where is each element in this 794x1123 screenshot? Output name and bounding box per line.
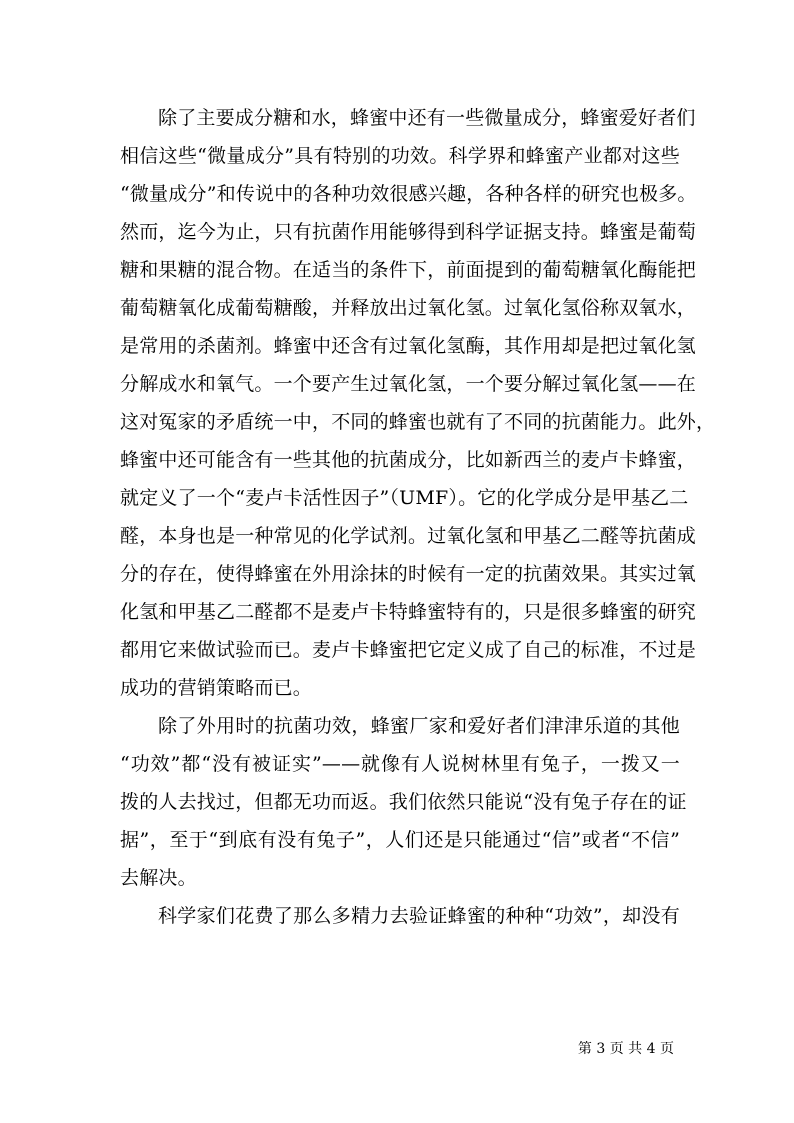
text-line: 拨的人去找过，但都无功而返。我们依然只能说“没有兔子存在的证 xyxy=(120,791,687,813)
text-line: 科学家们花费了那么多精力去验证蜂蜜的种种“功效”，却没有 xyxy=(158,905,680,927)
text-line: 据”，至于“到底有没有兔子”，人们还是只能通过“信”或者“不信” xyxy=(120,829,680,851)
text-line: 相信这些“微量成分”具有特别的功效。科学界和蜂蜜产业都对这些 xyxy=(120,145,680,167)
text-line: 葡萄糖氧化成葡萄糖酸，并释放出过氧化氢。过氧化氢俗称双氧水， xyxy=(120,297,697,319)
text-line: 都用它来做试验而已。麦卢卡蜂蜜把它定义成了自己的标准，不过是 xyxy=(120,639,697,661)
text-line: 成功的营销策略而已。 xyxy=(120,677,313,699)
text-line: “功效”都“没有被证实”——就像有人说树林里有兔子，一拨又一 xyxy=(120,753,680,775)
text-line: 是常用的杀菌剂。蜂蜜中还含有过氧化氢酶，其作用却是把过氧化氢 xyxy=(120,335,697,357)
text-line: 然而，迄今为止，只有抗菌作用能够得到科学证据支持。蜂蜜是葡萄 xyxy=(120,221,697,243)
text-line: 化氢和甲基乙二醛都不是麦卢卡特蜂蜜特有的，只是很多蜂蜜的研究 xyxy=(120,601,697,623)
text-line: 蜂蜜中还可能含有一些其他的抗菌成分，比如新西兰的麦卢卡蜂蜜， xyxy=(120,449,697,471)
text-line: 这对冤家的矛盾统一中，不同的蜂蜜也就有了不同的抗菌能力。此外， xyxy=(120,411,716,433)
text-line: 除了主要成分糖和水，蜂蜜中还有一些微量成分，蜂蜜爱好者们 xyxy=(158,107,696,129)
text-line: 分解成水和氧气。一个要产生过氧化氢，一个要分解过氧化氢——在 xyxy=(120,373,697,395)
text-line: 醛，本身也是一种常见的化学试剂。过氧化氢和甲基乙二醛等抗菌成 xyxy=(120,525,697,547)
page-number: 第 3 页 共 4 页 xyxy=(577,1041,674,1057)
text-line: 除了外用时的抗菌功效，蜂蜜厂家和爱好者们津津乐道的其他 xyxy=(158,715,680,737)
text-line: “微量成分”和传说中的各种功效很感兴趣，各种各样的研究也极多。 xyxy=(120,183,697,205)
text-line: 去解决。 xyxy=(120,867,197,889)
text-line: 分的存在，使得蜂蜜在外用涂抹的时候有一定的抗菌效果。其实过氧 xyxy=(120,563,697,585)
text-line: 糖和果糖的混合物。在适当的条件下，前面提到的葡萄糖氧化酶能把 xyxy=(120,259,697,281)
text-line: 就定义了一个“麦卢卡活性因子”（UMF）。它的化学成分是甲基乙二 xyxy=(120,487,689,509)
